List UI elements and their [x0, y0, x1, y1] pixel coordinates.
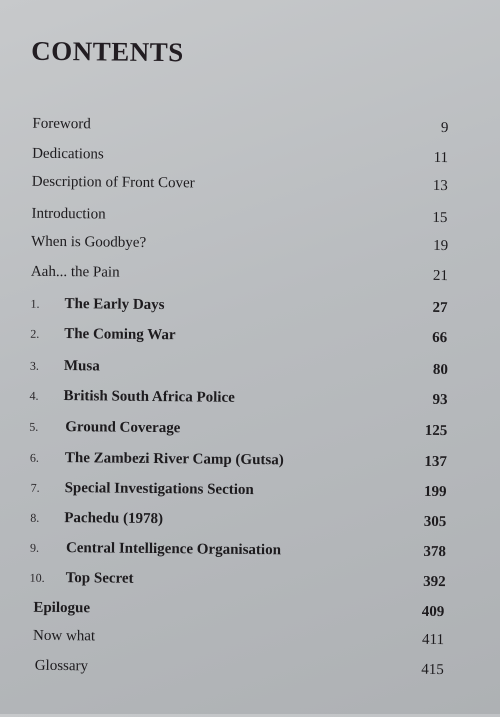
entry-title: Ground Coverage: [65, 419, 181, 437]
chapter-number: 4.: [29, 388, 39, 403]
toc-entry: [0, 505, 498, 534]
entry-title: Aah... the Pain: [30, 263, 120, 281]
entry-page-number: 27: [432, 299, 448, 317]
entry-page-number: 93: [432, 391, 448, 409]
entry-title: Description of Front Cover: [31, 173, 195, 192]
entry-page-number: 13: [432, 177, 448, 195]
toc-entry: [1, 259, 500, 288]
entry-title: Epilogue: [33, 599, 91, 617]
entry-page-number: 392: [423, 573, 446, 591]
entry-title: Pachedu (1978): [64, 510, 164, 528]
entry-title: Glossary: [34, 657, 89, 675]
entry-page-number: 411: [422, 631, 445, 649]
toc-entry: [0, 595, 497, 624]
entry-title: The Zambezi River Camp (Gutsa): [64, 450, 284, 469]
toc-entry: [0, 414, 499, 443]
entry-page-number: 80: [432, 361, 448, 379]
toc-entry: [0, 565, 498, 594]
entry-page-number: 66: [432, 329, 448, 347]
toc-entry: [0, 535, 498, 564]
chapter-number: 5.: [29, 419, 39, 434]
entry-title: The Coming War: [64, 326, 176, 344]
entry-title: Musa: [63, 358, 100, 375]
entry-page-number: 9: [440, 119, 449, 137]
entry-page-number: 305: [423, 513, 447, 531]
toc-entry: [2, 141, 500, 170]
chapter-number: 2.: [30, 326, 40, 341]
chapter-number: 3.: [29, 358, 39, 373]
toc-entry: [0, 623, 497, 652]
toc-entry: [2, 169, 500, 198]
entry-page-number: 21: [432, 267, 448, 285]
chapter-number: 10.: [29, 570, 45, 585]
entry-page-number: 137: [424, 453, 447, 471]
toc-entry: [1, 201, 500, 230]
entry-title: When is Goodbye?: [31, 233, 147, 251]
toc-entry: [0, 353, 500, 382]
toc-entry: [2, 111, 500, 140]
chapter-number: 1.: [30, 296, 40, 311]
entry-title: The Early Days: [64, 296, 165, 314]
toc-entry: [0, 475, 499, 504]
entry-page-number: 11: [433, 149, 449, 167]
chapter-number: 9.: [29, 540, 40, 555]
entry-title: Introduction: [31, 205, 106, 223]
entry-title: Foreword: [32, 115, 91, 133]
page-title: CONTENTS: [31, 35, 184, 68]
entry-title: Central Intelligence Organisation: [65, 540, 282, 559]
entry-page-number: 199: [424, 483, 447, 501]
toc-entry: [0, 291, 500, 320]
toc-entry: [0, 383, 500, 412]
entry-title: Top Secret: [65, 570, 134, 587]
toc-entry: [0, 445, 499, 474]
entry-page-number: 19: [433, 237, 449, 255]
entry-page-number: 409: [421, 603, 445, 621]
entry-title: British South Africa Police: [63, 388, 235, 406]
entry-title: Special Investigations Section: [64, 480, 254, 499]
entry-page-number: 415: [421, 661, 444, 679]
chapter-number: 7.: [30, 480, 40, 495]
chapter-number: 6.: [29, 450, 40, 465]
toc-entry: [0, 321, 500, 350]
entry-title: Dedications: [32, 145, 104, 163]
entry-page-number: 378: [423, 543, 447, 561]
entry-page-number: 125: [424, 422, 448, 440]
entry-title: Now what: [32, 627, 96, 645]
toc-entry: [0, 653, 497, 682]
entry-page-number: 15: [432, 209, 448, 227]
toc-entry: [1, 229, 500, 258]
chapter-number: 8.: [30, 510, 40, 525]
